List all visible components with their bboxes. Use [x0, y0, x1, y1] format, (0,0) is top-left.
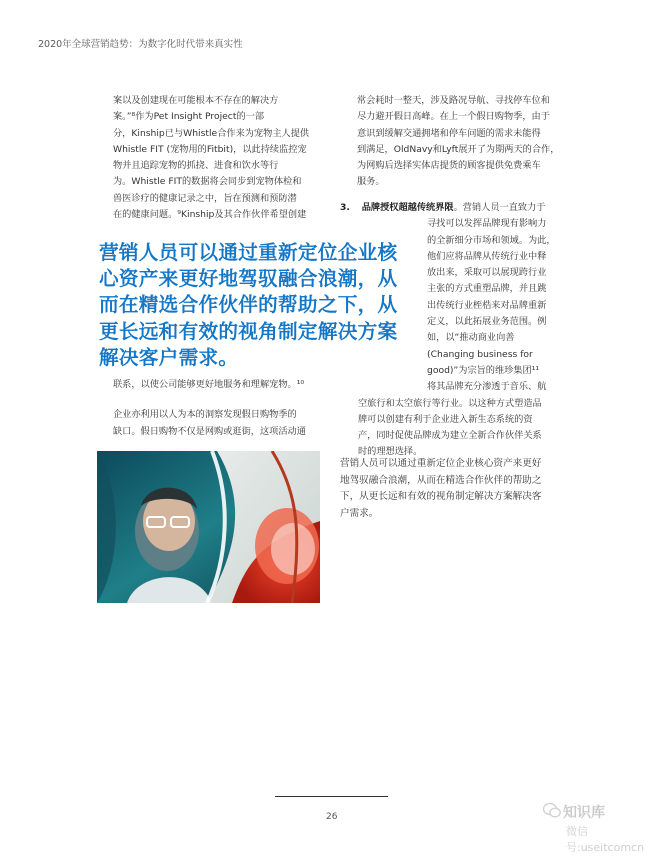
text-line: 寻找可以发挥品牌现有影响力	[427, 218, 547, 230]
watermark-account: 微信号:useitcomcn	[566, 825, 645, 854]
text-line: 尽力避开假日高峰。在上一个假日购物季，由于	[357, 111, 550, 123]
pull-quote-line: 解决客户需求。	[99, 345, 239, 369]
text-line: 出传统行业桎梏来对品牌重新	[427, 299, 547, 311]
text-line: 营销人员可以通过重新定位企业核心资产来更好	[340, 458, 542, 469]
wide-block	[340, 396, 580, 461]
right-column-low	[340, 456, 575, 522]
text-line: 将其品牌充分渗透于音乐、航	[427, 381, 547, 393]
text-line: good)”为宗旨的维珍集团¹¹	[427, 364, 540, 376]
left-column-low	[113, 377, 328, 440]
photo-illustration	[97, 451, 320, 603]
text-line: 定义，以此拓展业务范围。例	[427, 316, 547, 328]
text-line: 为网购后选择实体店提货的顾客提供免费乘车	[357, 160, 541, 172]
pull-quote-line: 营销人员可以通过重新定位企业核	[99, 241, 398, 264]
text-line: 物并且追踪宠物的抓挠、进食和饮水等行	[113, 160, 279, 172]
left-column-top	[113, 93, 325, 223]
list-item-heading: 品牌授权超越传统界限	[361, 202, 454, 213]
text-line: 为。Whistle FIT的数据将会同步到宠物体检和	[113, 176, 302, 188]
text-line: 在的健康问题。⁹Kinship及其合作伙伴希望创建	[113, 209, 307, 221]
text-line: 联系，以使公司能够更好地服务和理解宠物。¹⁰	[113, 379, 305, 390]
pull-quote-line: 而在精选合作伙伴的帮助之下，从	[99, 293, 398, 317]
text-line: 地驾驭融合浪潮，从而在精选合作伙伴的帮助之	[340, 474, 542, 486]
pull-quote-line: 心资产来更好地驾驭融合浪潮，从	[99, 267, 398, 291]
footer-rule	[275, 796, 388, 797]
text-line: 分，Kinship已与Whistle合作来为宠物主人提供	[113, 127, 310, 139]
list-item-3-first-line	[340, 200, 580, 216]
indented-block	[340, 216, 580, 395]
running-header: 2020年全球营销趋势：为数字化时代带来真实性	[38, 39, 243, 50]
text-line: 他们应将品牌从传统行业中释	[427, 250, 547, 262]
watermark-title: 知识库	[563, 805, 605, 821]
text-line: Whistle FIT (宠物用的Fitbit)，以此持续监控宠	[113, 143, 307, 155]
text-line: 的全新细分市场和领域。为此，	[427, 234, 556, 246]
text-line: 到满足，OldNavy和Lyft展开了为期两天的合作，	[357, 143, 560, 155]
text-line: 常会耗时一整天，涉及路况导航、寻找停车位和	[357, 95, 550, 106]
text-line: 主张的方式重塑品牌，并且跳	[427, 283, 547, 295]
text-line: 如，以“推动商业向善	[427, 332, 515, 344]
text-line: 兽医诊疗的健康记录之中，旨在预测和预防潜	[113, 192, 297, 204]
text-line: 下，从更长远和有效的视角制定解决方案解决客	[340, 491, 542, 502]
list-item-3	[340, 200, 580, 461]
pull-quote-line: 更长远和有效的视角制定解决方案	[99, 319, 398, 343]
text-line: 放出来，采取可以展现跨行业	[427, 267, 547, 279]
text-line: 户需求。	[340, 507, 379, 519]
list-number: 3.	[340, 202, 350, 213]
text-line: 缺口。假日购物不仅是网购或逛街，这项活动通	[113, 425, 306, 437]
text-line: 时的理想选择。	[358, 446, 423, 458]
text-line: 意识到缓解交通拥堵和停车问题的需求未能得	[357, 127, 541, 139]
text-line: 案以及创建现在可能根本不存在的解决方	[113, 95, 279, 106]
page-number: 26	[326, 812, 338, 822]
text-line: 案。”⁸作为Pet Insight Project的一部	[113, 111, 265, 123]
text-line: 空旅行和太空旅行等行业。以这种方式塑造品	[358, 397, 542, 409]
wechat-icon	[543, 803, 561, 822]
list-item-text: 。营销人员一直致力于	[453, 202, 546, 213]
right-column-top	[357, 93, 572, 191]
text-line: 牌可以创建有利于企业进入新生态系统的资	[358, 413, 533, 425]
text-line: 企业亦利用以人为本的洞察发现假日购物季的	[113, 409, 297, 421]
text-line: 产，同时促使品牌成为建立全新合作伙伴关系	[358, 430, 542, 442]
text-line: (Changing business for	[427, 348, 533, 360]
text-line: 服务。	[357, 176, 385, 188]
scientist-photo	[97, 451, 320, 603]
